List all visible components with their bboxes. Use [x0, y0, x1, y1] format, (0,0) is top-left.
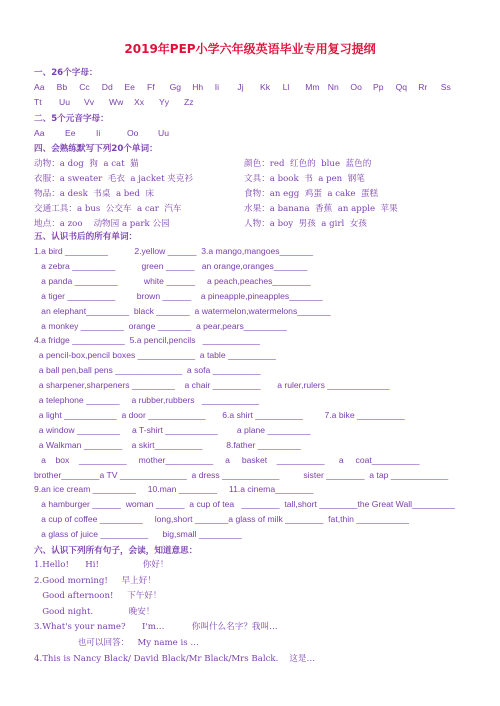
sentence-line: Good night. 晚安！	[34, 606, 155, 617]
vocab-right: 食物：an egg 鸡蛋 a cake 蛋糕	[244, 189, 379, 199]
sentence-line: 也可以回答： My name is …	[34, 638, 199, 648]
letter-pair: Bb	[56, 82, 68, 92]
word-line: a light ___________ a door ____________ 6.a shirt __________ 7.a bike __________	[34, 409, 405, 420]
word-line: a glass of juice __________ big,small _________	[34, 529, 242, 540]
section-4-heading: 四、会熟练默写下列20个单词：	[34, 144, 158, 154]
sentence-line: 1.Hello! Hi! 你好！	[34, 560, 169, 570]
word-line: a window _________ a T-shirt ___________ a plane _________	[34, 424, 311, 435]
letter-pair: Yy	[159, 97, 170, 107]
letter-pair: Cc	[79, 82, 90, 92]
letter-pair: Hh	[192, 82, 204, 92]
letter-pair: Ll	[282, 82, 290, 92]
vowel-pair: Aa	[34, 128, 45, 138]
letter-pair: Zz	[184, 97, 194, 107]
section-5-heading: 五、认识书后的所有单词：	[34, 232, 138, 242]
vocab-right: 人物：a boy 男孩 a girl 女孩	[244, 219, 367, 229]
word-line: a Walkman ________ a skirt__________ 8.father _________	[34, 439, 301, 450]
sentence-line: 4.This is Nancy Black/ David Black/Mr Black/Mrs Balck. 这是…	[34, 653, 316, 664]
vocab-left: 地点：a zoo 动物园 a park 公园	[34, 219, 170, 229]
letter-pair: Rr	[418, 82, 428, 92]
vowel-pair: Oo	[127, 128, 139, 138]
letter-pair: Oo	[350, 82, 362, 92]
vocab-left: 交通工具：a bus 公交车 a car 汽车	[34, 204, 182, 214]
sentence-line: Good afternoon! 下午好！	[34, 591, 162, 602]
word-line: a panda _________ white ______ a peach,peaches________	[34, 275, 311, 286]
vowel-pair: Ii	[96, 128, 101, 138]
vowel-pair: Uu	[158, 128, 169, 138]
word-line: brother________a TV ______________ a dress ____________ sister ________ a tap ____________	[34, 469, 449, 480]
letter-pair: Gg	[169, 82, 182, 92]
word-line: a pencil-box,pencil boxes ____________ a table __________	[34, 350, 276, 361]
letter-pair: Nn	[327, 82, 339, 92]
vocab-left: 动物：a dog 狗 a cat 猫	[34, 159, 139, 169]
word-line: a zebra _________ green ______ an orange,oranges_______	[34, 260, 308, 271]
letter-pair: Pp	[373, 82, 384, 92]
word-line: 4.a fridge ___________ 5.a pencil,pencils ____________	[34, 335, 261, 346]
word-line: a monkey _________ orange _______ a pear,pears_________	[34, 320, 287, 331]
word-line: a hamburger ______ woman ______ a cup of tea ________ tall,short ________the Great Wall_________	[34, 499, 456, 510]
section-6-heading: 六、认识下列所有句子，会读，知道意思：	[34, 546, 198, 556]
word-line: a ball pen,ball pens ______________ a sofa __________	[34, 365, 261, 376]
letter-pair: Dd	[101, 82, 113, 92]
sentence-line: 2.Good morning! 早上好！	[34, 575, 156, 586]
letter-pair: Ee	[124, 82, 135, 92]
letter-pair: Vv	[84, 97, 95, 107]
vocab-left: 物品：a desk 书桌 a bed 床	[34, 189, 154, 199]
page-title: 2019年PEP小学六年级英语毕业专用复习提纲	[124, 42, 376, 56]
letter-pair: Mm	[305, 82, 320, 92]
word-line: 9.an ice cream _________ 10.man ________ 11.a cinema________	[34, 484, 314, 495]
letter-pair: Qq	[395, 82, 408, 92]
vocab-right: 文具：a book 书 a pen 钢笔	[244, 174, 365, 184]
sentence-line: 3.What's your name? I'm… 你叫什么名字？我叫…	[34, 622, 278, 633]
vocab-right: 水果：a banana 香蕉 an apple 苹果	[244, 204, 398, 214]
letter-pair: Ss	[440, 82, 451, 92]
word-line: 1.a bird _________ 2.yellow ______ 3.a mango,mangoes_______	[34, 246, 314, 256]
vocab-left: 衣服：a sweater 毛衣 a jacket 夹克衫	[34, 174, 194, 184]
letter-pair: Jj	[237, 82, 244, 92]
letter-pair: Xx	[134, 97, 145, 107]
letter-pair: Tt	[34, 97, 42, 107]
word-line: a box __________ mother__________ a basket __________ a coat__________	[34, 454, 420, 465]
word-line: a tiger __________ brown ______ a pineapple,pineapples_______	[34, 290, 323, 301]
vowel-pair: Ee	[65, 128, 76, 138]
letter-pair: Ff	[147, 82, 155, 92]
vocab-right: 颜色：red 红色的 blue 蓝色的	[244, 159, 372, 169]
letter-pair: Ii	[214, 82, 220, 92]
letter-pair: Kk	[260, 82, 271, 92]
word-line: a sharpener,sharpeners _________ a chair __________ a ruler,rulers _____________	[34, 380, 390, 391]
letter-pair: Ww	[109, 97, 124, 107]
word-line: an elephant_________ black _______ a watermelon,watermelons_______	[34, 305, 331, 316]
section-1-heading: 一、26个字母：	[34, 68, 98, 78]
letter-pair: Aa	[34, 82, 45, 92]
letter-pair: Uu	[59, 97, 70, 107]
word-line: a cup of coffee _________ long,short _______a glass of milk ________ fat,thin ___________	[34, 514, 409, 525]
word-line: a telephone _______ a rubber,rubbers ____________	[34, 395, 260, 405]
section-2-heading: 二、5个元音字母：	[34, 114, 109, 124]
